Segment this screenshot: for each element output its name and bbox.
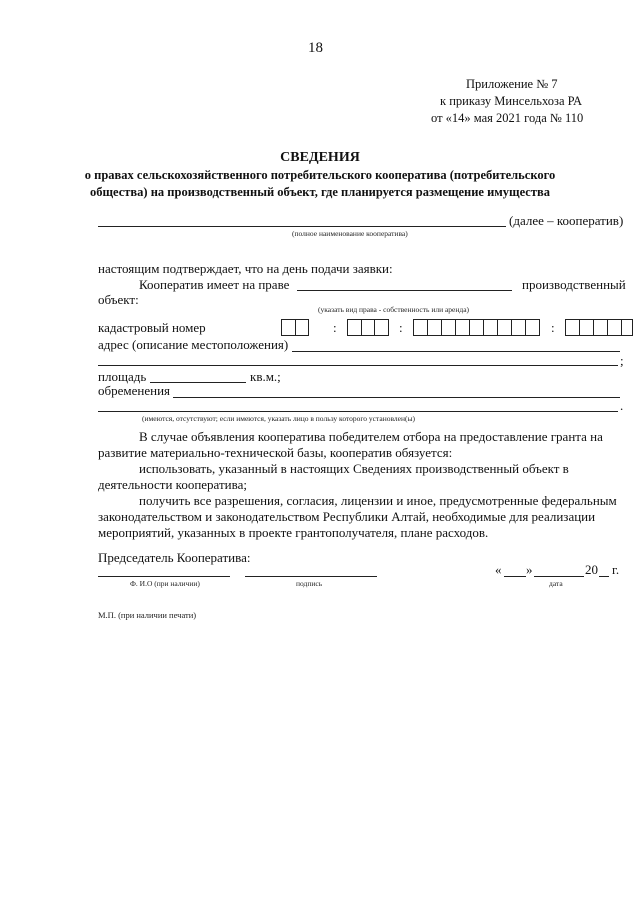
date-year-field-line[interactable]: [599, 576, 609, 577]
encumbrance-field-line-1[interactable]: [173, 397, 620, 398]
address-semicolon: ;: [620, 353, 624, 368]
right-caption: (указать вид права - собственность или аренда): [318, 305, 470, 314]
title-line-1: о правах сельскохозяйственного потребительского кооператива (потребительского: [84, 168, 556, 182]
para2-line1: использовать, указанный в настоящих Сведениях производственный объект в: [139, 461, 569, 476]
para1-line1: В случае объявления кооператива победителем отбора на предоставление гранта на: [139, 429, 603, 444]
para2-line2: деятельности кооператива;: [98, 477, 247, 492]
encumbrance-label: обременения: [98, 383, 171, 398]
cadastral-label: кадастровый номер: [98, 320, 206, 335]
cadastral-digit-box[interactable]: [427, 319, 442, 336]
date-caption: дата: [549, 579, 563, 588]
signature-field-line[interactable]: [245, 576, 377, 577]
object-label: объект:: [98, 292, 139, 307]
confirm-text: настоящим подтверждает, что на день подачи заявки:: [98, 261, 393, 276]
cadastral-digit-box[interactable]: [497, 319, 512, 336]
right-suffix: производственный: [522, 277, 626, 292]
address-label: адрес (описание местоположения): [98, 337, 289, 352]
cadastral-digit-box[interactable]: [455, 319, 470, 336]
coop-name-field-line: [98, 226, 506, 227]
cadastral-digit-box[interactable]: [281, 319, 296, 336]
cadastral-digit-box[interactable]: [607, 319, 622, 336]
right-type-field-line: [297, 290, 512, 291]
encumbrance-period: .: [620, 398, 624, 413]
date-close-quote: »: [526, 562, 533, 577]
cadastral-digit-box[interactable]: [374, 319, 389, 336]
cadastral-separator: :: [399, 320, 403, 335]
cadastral-digit-box[interactable]: [525, 319, 540, 336]
chairman-label: Председатель Кооператива:: [98, 550, 251, 565]
name-caption: Ф. И.О (при наличии): [130, 579, 200, 588]
cadastral-separator: :: [333, 320, 337, 335]
date-open-quote: «: [495, 562, 502, 577]
date-year-prefix: 20: [585, 562, 598, 577]
stamp-note: М.П. (при наличии печати): [98, 610, 197, 620]
cadastral-digit-box[interactable]: [483, 319, 498, 336]
signature-caption: подпись: [296, 579, 323, 588]
address-field-line-2[interactable]: [98, 365, 618, 366]
cadastral-digit-box[interactable]: [413, 319, 428, 336]
encumbrance-caption: (имеются, отсутствуют; если имеются, указать лицо в пользу которого установлен(ы): [142, 414, 416, 423]
title-line-2: общества) на производственный объект, где планируется размещение имущества: [89, 185, 551, 199]
cadastral-digit-box[interactable]: [361, 319, 375, 336]
area-label: площадь: [98, 369, 147, 384]
date-day-field-line[interactable]: [504, 576, 526, 577]
cadastral-digit-box[interactable]: [579, 319, 594, 336]
appendix-line-1: Приложение № 7: [466, 77, 558, 91]
appendix-line-2: к приказу Минсельхоза РА: [440, 94, 583, 108]
cadastral-digit-box[interactable]: [295, 319, 309, 336]
name-field-line[interactable]: [98, 576, 230, 577]
right-prefix: Кооператив имеет на праве: [139, 277, 290, 292]
para3-line3: мероприятий, указанных в проекте грантополучателя, плане расходов.: [98, 525, 489, 540]
coop-name-caption: (полное наименование кооператива): [292, 229, 408, 238]
cadastral-digit-box[interactable]: [621, 319, 633, 336]
para3-line1: получить все разрешения, согласия, лицензии и иное, предусмотренные федеральным: [139, 493, 617, 508]
cadastral-digit-box[interactable]: [565, 319, 580, 336]
date-month-field-line[interactable]: [534, 576, 584, 577]
encumbrance-field-line-2[interactable]: [98, 411, 618, 412]
page-number: 18: [308, 40, 323, 56]
cadastral-digit-box[interactable]: [347, 319, 362, 336]
para3-line2: законодательством и законодательством Республики Алтай, необходимые для реализации: [98, 509, 596, 524]
cadastral-separator: :: [551, 320, 555, 335]
address-field-line-1[interactable]: [292, 351, 620, 352]
area-unit: кв.м.;: [250, 369, 281, 384]
appendix-line-3: от «14» мая 2021 года № 110: [431, 111, 584, 125]
coop-name-suffix: (далее – кооператив): [509, 213, 624, 228]
document-heading: СВЕДЕНИЯ: [280, 150, 360, 165]
date-year-suffix: г.: [612, 562, 620, 577]
cadastral-digit-box[interactable]: [593, 319, 608, 336]
cadastral-digit-box[interactable]: [511, 319, 526, 336]
cadastral-digit-box[interactable]: [469, 319, 484, 336]
cadastral-digit-box[interactable]: [441, 319, 456, 336]
para1-line2: развитие материально-технической базы, кооператив обязуется:: [98, 445, 453, 460]
